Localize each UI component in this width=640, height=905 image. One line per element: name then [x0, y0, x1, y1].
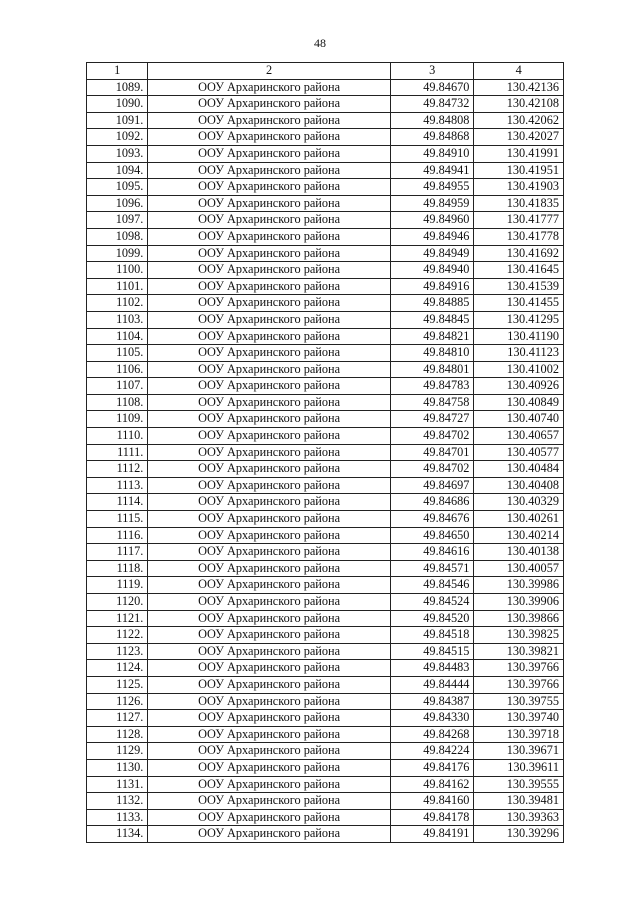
table-row: [87, 145, 564, 162]
organization-name: ООУ Архаринского района: [148, 278, 391, 295]
latitude: 49.84483: [390, 660, 474, 677]
table-row: [87, 262, 564, 279]
latitude: 49.84224: [390, 743, 474, 760]
latitude: 49.84162: [390, 776, 474, 793]
table-row: [87, 79, 564, 96]
longitude: 130.41539: [474, 278, 564, 295]
latitude: 49.84330: [390, 710, 474, 727]
organization-name: ООУ Архаринского района: [148, 527, 391, 544]
latitude: 49.84801: [390, 361, 474, 378]
row-number: 1130.: [87, 759, 148, 776]
longitude: 130.41123: [474, 345, 564, 362]
organization-name: ООУ Архаринского района: [148, 179, 391, 196]
page-number: 48: [314, 36, 326, 50]
longitude: 130.39611: [474, 759, 564, 776]
row-number: 1129.: [87, 743, 148, 760]
latitude: 49.84387: [390, 693, 474, 710]
longitude: 130.41835: [474, 195, 564, 212]
row-number: 1115.: [87, 511, 148, 528]
longitude: 130.40057: [474, 560, 564, 577]
organization-name: ООУ Архаринского района: [148, 826, 391, 843]
organization-name: ООУ Архаринского района: [148, 311, 391, 328]
latitude: 49.84178: [390, 809, 474, 826]
organization-name: ООУ Архаринского района: [148, 759, 391, 776]
longitude: 130.39866: [474, 610, 564, 627]
longitude: 130.39555: [474, 776, 564, 793]
table-row: [87, 278, 564, 295]
row-number: 1106.: [87, 361, 148, 378]
row-number: 1134.: [87, 826, 148, 843]
organization-name: ООУ Архаринского района: [148, 776, 391, 793]
latitude: 49.84732: [390, 96, 474, 113]
longitude: 130.40408: [474, 477, 564, 494]
longitude: 130.42062: [474, 112, 564, 129]
organization-name: ООУ Архаринского района: [148, 494, 391, 511]
row-number: 1107.: [87, 378, 148, 395]
organization-name: ООУ Архаринского района: [148, 411, 391, 428]
longitude: 130.41190: [474, 328, 564, 345]
organization-name: ООУ Архаринского района: [148, 594, 391, 611]
longitude: 130.40484: [474, 461, 564, 478]
organization-name: ООУ Архаринского района: [148, 660, 391, 677]
latitude: 49.84955: [390, 179, 474, 196]
table-row: [87, 494, 564, 511]
longitude: 130.42027: [474, 129, 564, 146]
table-row: [87, 428, 564, 445]
organization-name: ООУ Архаринского района: [148, 378, 391, 395]
latitude: 49.84160: [390, 793, 474, 810]
row-number: 1114.: [87, 494, 148, 511]
table-row: [87, 660, 564, 677]
latitude: 49.84758: [390, 394, 474, 411]
organization-name: ООУ Архаринского района: [148, 643, 391, 660]
organization-name: ООУ Архаринского района: [148, 345, 391, 362]
latitude: 49.84946: [390, 228, 474, 245]
latitude: 49.84702: [390, 428, 474, 445]
latitude: 49.84520: [390, 610, 474, 627]
table-row: [87, 776, 564, 793]
latitude: 49.84940: [390, 262, 474, 279]
longitude: 130.39718: [474, 726, 564, 743]
longitude: 130.40214: [474, 527, 564, 544]
row-number: 1125.: [87, 676, 148, 693]
longitude: 130.40138: [474, 544, 564, 561]
table-row: [87, 444, 564, 461]
table-row: [87, 560, 564, 577]
latitude: 49.84546: [390, 577, 474, 594]
organization-name: ООУ Архаринского района: [148, 693, 391, 710]
row-number: 1100.: [87, 262, 148, 279]
table-row: [87, 311, 564, 328]
latitude: 49.84868: [390, 129, 474, 146]
latitude: 49.84885: [390, 295, 474, 312]
longitude: 130.39825: [474, 627, 564, 644]
row-number: 1095.: [87, 179, 148, 196]
table-row: [87, 477, 564, 494]
latitude: 49.84176: [390, 759, 474, 776]
organization-name: ООУ Архаринского района: [148, 511, 391, 528]
table-row: [87, 394, 564, 411]
longitude: 130.41455: [474, 295, 564, 312]
row-number: 1132.: [87, 793, 148, 810]
row-number: 1127.: [87, 710, 148, 727]
row-number: 1110.: [87, 428, 148, 445]
row-number: 1099.: [87, 245, 148, 262]
longitude: 130.41991: [474, 145, 564, 162]
row-number: 1131.: [87, 776, 148, 793]
row-number: 1101.: [87, 278, 148, 295]
table-row: [87, 643, 564, 660]
table-row: [87, 461, 564, 478]
organization-name: ООУ Архаринского района: [148, 793, 391, 810]
organization-name: ООУ Архаринского района: [148, 79, 391, 96]
organization-name: ООУ Архаринского района: [148, 610, 391, 627]
organization-name: ООУ Архаринского района: [148, 726, 391, 743]
latitude: 49.84702: [390, 461, 474, 478]
row-number: 1119.: [87, 577, 148, 594]
latitude: 49.84670: [390, 79, 474, 96]
row-number: 1104.: [87, 328, 148, 345]
latitude: 49.84845: [390, 311, 474, 328]
row-number: 1111.: [87, 444, 148, 461]
table-row: [87, 809, 564, 826]
organization-name: ООУ Архаринского района: [148, 129, 391, 146]
organization-name: ООУ Архаринского района: [148, 96, 391, 113]
row-number: 1098.: [87, 228, 148, 245]
row-number: 1126.: [87, 693, 148, 710]
table-header: [87, 63, 564, 80]
table-row: [87, 228, 564, 245]
row-number: 1091.: [87, 112, 148, 129]
longitude: 130.41002: [474, 361, 564, 378]
longitude: 130.41295: [474, 311, 564, 328]
row-number: 1109.: [87, 411, 148, 428]
row-number: 1094.: [87, 162, 148, 179]
organization-name: ООУ Архаринского района: [148, 228, 391, 245]
table-row: [87, 411, 564, 428]
row-number: 1124.: [87, 660, 148, 677]
longitude: 130.39481: [474, 793, 564, 810]
latitude: 49.84191: [390, 826, 474, 843]
organization-name: ООУ Архаринского района: [148, 145, 391, 162]
organization-name: ООУ Архаринского района: [148, 394, 391, 411]
row-number: 1090.: [87, 96, 148, 113]
longitude: 130.41951: [474, 162, 564, 179]
latitude: 49.84616: [390, 544, 474, 561]
coordinates-table: [86, 62, 564, 843]
latitude: 49.84686: [390, 494, 474, 511]
row-number: 1097.: [87, 212, 148, 229]
table-row: [87, 345, 564, 362]
longitude: 130.41645: [474, 262, 564, 279]
table-row: [87, 179, 564, 196]
longitude: 130.40849: [474, 394, 564, 411]
longitude: 130.39671: [474, 743, 564, 760]
table-row: [87, 594, 564, 611]
organization-name: ООУ Архаринского района: [148, 195, 391, 212]
latitude: 49.84808: [390, 112, 474, 129]
table-row: [87, 826, 564, 843]
row-number: 1112.: [87, 461, 148, 478]
table-row: [87, 162, 564, 179]
latitude: 49.84697: [390, 477, 474, 494]
row-number: 1118.: [87, 560, 148, 577]
table-row: [87, 245, 564, 262]
table-row: [87, 295, 564, 312]
organization-name: ООУ Архаринского района: [148, 676, 391, 693]
table-row: [87, 693, 564, 710]
table-row: [87, 726, 564, 743]
latitude: 49.84727: [390, 411, 474, 428]
longitude: 130.41692: [474, 245, 564, 262]
organization-name: ООУ Архаринского района: [148, 477, 391, 494]
table-row: [87, 544, 564, 561]
latitude: 49.84810: [390, 345, 474, 362]
latitude: 49.84515: [390, 643, 474, 660]
organization-name: ООУ Архаринского района: [148, 328, 391, 345]
latitude: 49.84960: [390, 212, 474, 229]
latitude: 49.84959: [390, 195, 474, 212]
longitude: 130.39906: [474, 594, 564, 611]
latitude: 49.84571: [390, 560, 474, 577]
table-row: [87, 610, 564, 627]
latitude: 49.84676: [390, 511, 474, 528]
row-number: 1121.: [87, 610, 148, 627]
latitude: 49.84941: [390, 162, 474, 179]
row-number: 1092.: [87, 129, 148, 146]
longitude: 130.40740: [474, 411, 564, 428]
longitude: 130.39766: [474, 660, 564, 677]
row-number: 1096.: [87, 195, 148, 212]
row-number: 1113.: [87, 477, 148, 494]
row-number: 1122.: [87, 627, 148, 644]
row-number: 1133.: [87, 809, 148, 826]
table-row: [87, 527, 564, 544]
longitude: 130.39755: [474, 693, 564, 710]
longitude: 130.42108: [474, 96, 564, 113]
longitude: 130.41778: [474, 228, 564, 245]
table-row: [87, 361, 564, 378]
latitude: 49.84524: [390, 594, 474, 611]
table-row: [87, 378, 564, 395]
longitude: 130.39821: [474, 643, 564, 660]
organization-name: ООУ Архаринского района: [148, 544, 391, 561]
row-number: 1105.: [87, 345, 148, 362]
table-row: [87, 129, 564, 146]
organization-name: ООУ Архаринского района: [148, 627, 391, 644]
organization-name: ООУ Архаринского района: [148, 710, 391, 727]
longitude: 130.40261: [474, 511, 564, 528]
row-number: 1123.: [87, 643, 148, 660]
longitude: 130.40657: [474, 428, 564, 445]
table-row: [87, 743, 564, 760]
organization-name: ООУ Архаринского района: [148, 743, 391, 760]
table-row: [87, 195, 564, 212]
table-row: [87, 577, 564, 594]
row-number: 1103.: [87, 311, 148, 328]
row-number: 1117.: [87, 544, 148, 561]
latitude: 49.84268: [390, 726, 474, 743]
table-row: [87, 96, 564, 113]
organization-name: ООУ Архаринского района: [148, 461, 391, 478]
row-number: 1128.: [87, 726, 148, 743]
latitude: 49.84444: [390, 676, 474, 693]
latitude: 49.84783: [390, 378, 474, 395]
organization-name: ООУ Архаринского района: [148, 245, 391, 262]
longitude: 130.42136: [474, 79, 564, 96]
row-number: 1093.: [87, 145, 148, 162]
organization-name: ООУ Архаринского района: [148, 361, 391, 378]
longitude: 130.41903: [474, 179, 564, 196]
table-row: [87, 328, 564, 345]
row-number: 1120.: [87, 594, 148, 611]
organization-name: ООУ Архаринского района: [148, 295, 391, 312]
table-body: [87, 79, 564, 842]
organization-name: ООУ Архаринского района: [148, 577, 391, 594]
table-row: [87, 212, 564, 229]
longitude: 130.41777: [474, 212, 564, 229]
table-row: [87, 710, 564, 727]
organization-name: ООУ Архаринского района: [148, 162, 391, 179]
table-row: [87, 759, 564, 776]
longitude: 130.39740: [474, 710, 564, 727]
header-col-1: 1: [87, 63, 148, 80]
longitude: 130.39296: [474, 826, 564, 843]
table-row: [87, 627, 564, 644]
latitude: 49.84701: [390, 444, 474, 461]
longitude: 130.39363: [474, 809, 564, 826]
header-col-3: 3: [390, 63, 474, 80]
organization-name: ООУ Архаринского района: [148, 112, 391, 129]
row-number: 1108.: [87, 394, 148, 411]
row-number: 1116.: [87, 527, 148, 544]
longitude: 130.40329: [474, 494, 564, 511]
table-row: [87, 112, 564, 129]
organization-name: ООУ Архаринского района: [148, 262, 391, 279]
table-row: [87, 676, 564, 693]
table-row: [87, 793, 564, 810]
header-col-2: 2: [148, 63, 391, 80]
latitude: 49.84910: [390, 145, 474, 162]
organization-name: ООУ Архаринского района: [148, 444, 391, 461]
organization-name: ООУ Архаринского района: [148, 560, 391, 577]
latitude: 49.84518: [390, 627, 474, 644]
header-col-4: 4: [474, 63, 564, 80]
longitude: 130.39766: [474, 676, 564, 693]
latitude: 49.84821: [390, 328, 474, 345]
organization-name: ООУ Архаринского района: [148, 428, 391, 445]
row-number: 1102.: [87, 295, 148, 312]
latitude: 49.84949: [390, 245, 474, 262]
row-number: 1089.: [87, 79, 148, 96]
header-row: [87, 63, 564, 80]
organization-name: ООУ Архаринского района: [148, 212, 391, 229]
organization-name: ООУ Архаринского района: [148, 809, 391, 826]
latitude: 49.84650: [390, 527, 474, 544]
latitude: 49.84916: [390, 278, 474, 295]
longitude: 130.39986: [474, 577, 564, 594]
longitude: 130.40577: [474, 444, 564, 461]
longitude: 130.40926: [474, 378, 564, 395]
table-row: [87, 511, 564, 528]
